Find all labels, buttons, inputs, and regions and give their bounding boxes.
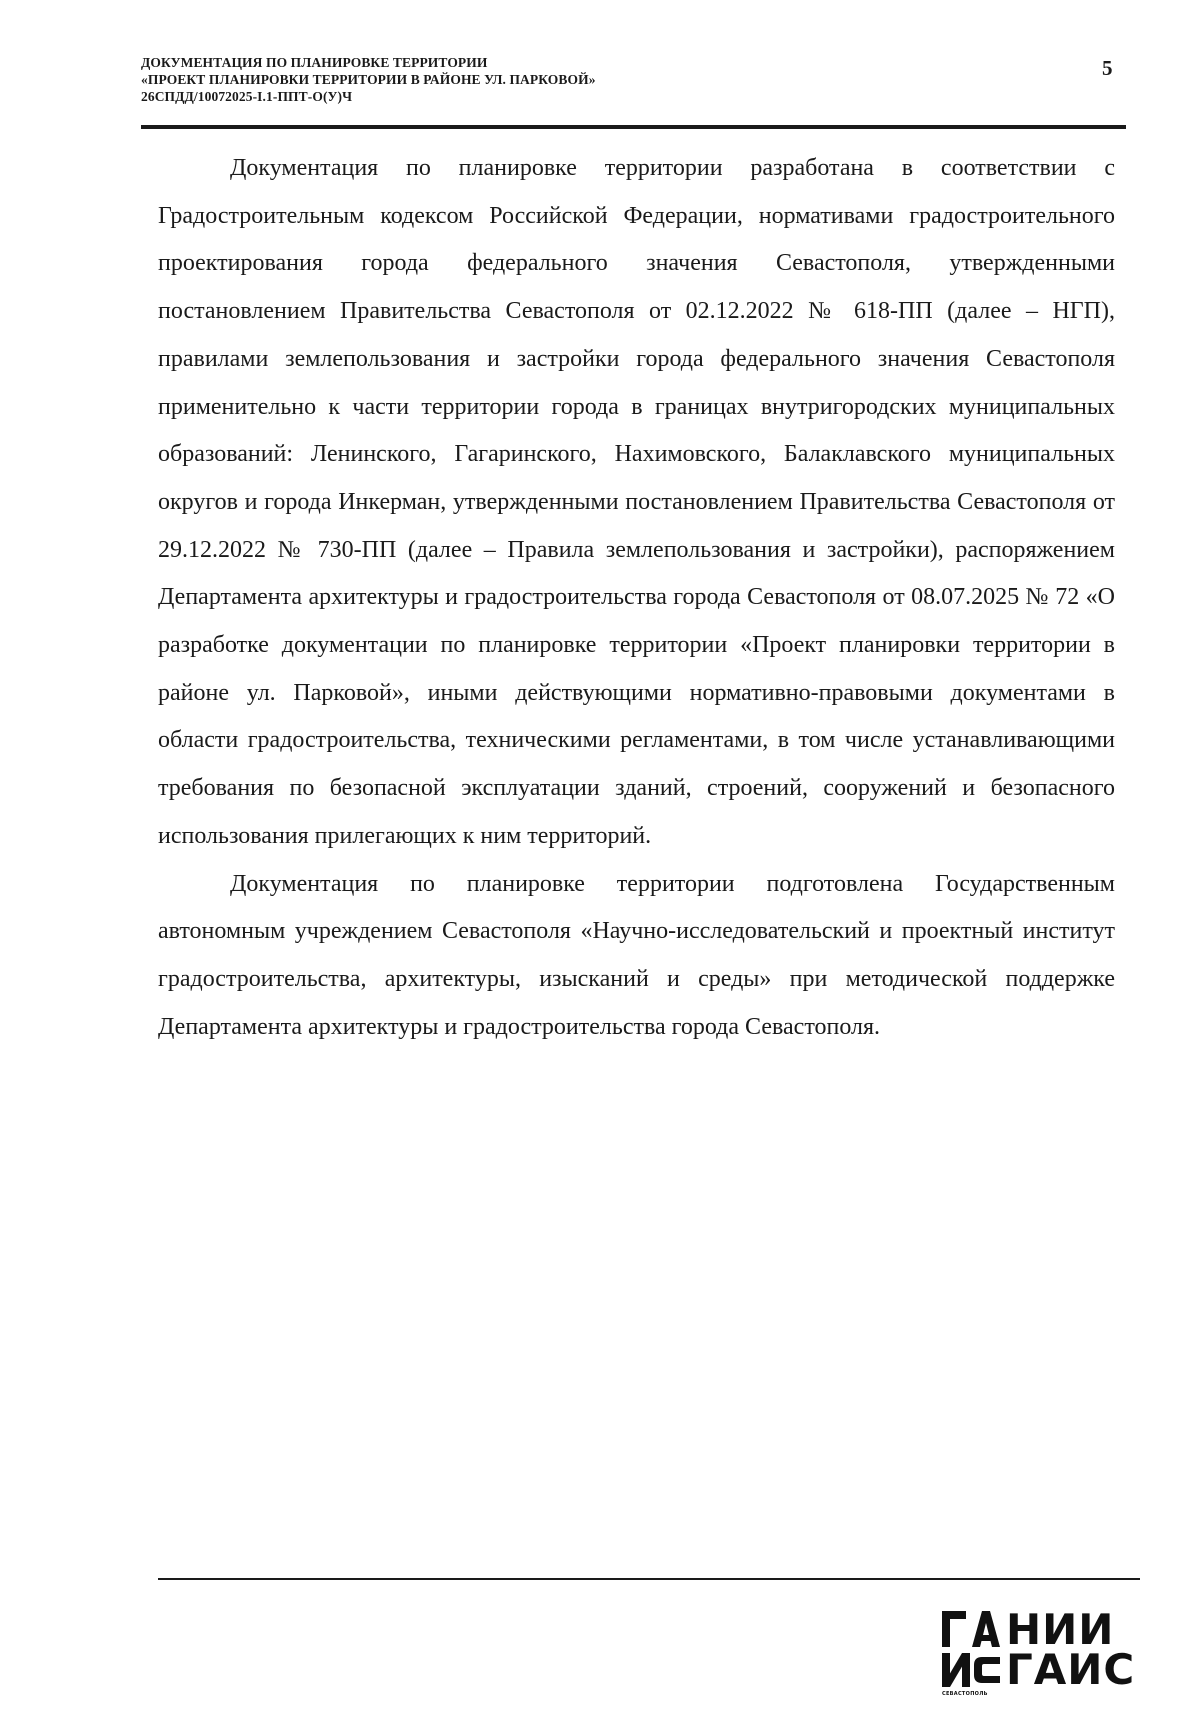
niigais-logo bbox=[942, 1605, 1136, 1699]
header-divider bbox=[141, 125, 1126, 129]
logo-text-gais: ГАИС bbox=[1006, 1645, 1136, 1694]
header-title-line-1: ДОКУМЕНТАЦИЯ ПО ПЛАНИРОВКЕ ТЕРРИТОРИИ bbox=[141, 55, 488, 70]
logo-mark-icon bbox=[942, 1609, 1000, 1691]
header-document-code: 26СПДД/10072025-I.1-ППТ-О(У)Ч bbox=[141, 89, 353, 104]
body-paragraph-1: Документация по планировке территории разработана в соответствии с Градостроительным кодексом Российской Федерации, нормативами градостроительного проектирования города федерального значения Севастополя, утвержденными постановлением Правительства Севастополя от 02.12.2022 № 618-ПП (далее – НГП), правилами землепользования и застройки города федерального значения Севастополя применительно к части территории города в границах внутригородских муниципальных образований: Ленинского, Гагаринского, Нахимовского, Балаклавского муниципальных округов и города Инкерман, утвержденными постановлением Правительства Севастополя от 29.12.2022 № 730-ПП (далее – Правила землепользования и застройки), распоряжением Департамента архитектуры и градостроительства города Севастополя от 08.07.2025 № 72 «О разработке документации по планировке территории «Проект планировки территории в районе ул. Парковой», иными действующими нормативно-правовыми документами в области градостроительства, техническими регламентами, в том числе устанавливающими требования по безопасной эксплуатации зданий, строений, сооружений и безопасного использования прилегающих к ним территорий. bbox=[158, 155, 1115, 849]
document-body bbox=[158, 145, 1115, 1051]
logo-subtext: СЕВАСТОПОЛЬ bbox=[942, 1691, 988, 1697]
footer-divider bbox=[158, 1578, 1140, 1580]
document-header bbox=[141, 54, 1041, 105]
page-number: 5 bbox=[1102, 56, 1113, 80]
body-paragraph-2: Документация по планировке территории подготовлена Государственным автономным учреждением Севастополя «Научно-исследовательский и проектный институт градостроительства, архитектуры, изысканий и среды» при методической поддержке Департамента архитектуры и градостроительства города Севастополя. bbox=[158, 870, 1115, 1040]
logo-text-nii: НИИ bbox=[1006, 1605, 1115, 1654]
header-title-line-2: «ПРОЕКТ ПЛАНИРОВКИ ТЕРРИТОРИИ В РАЙОНЕ УЛ. ПАРКОВОЙ» bbox=[141, 72, 596, 87]
